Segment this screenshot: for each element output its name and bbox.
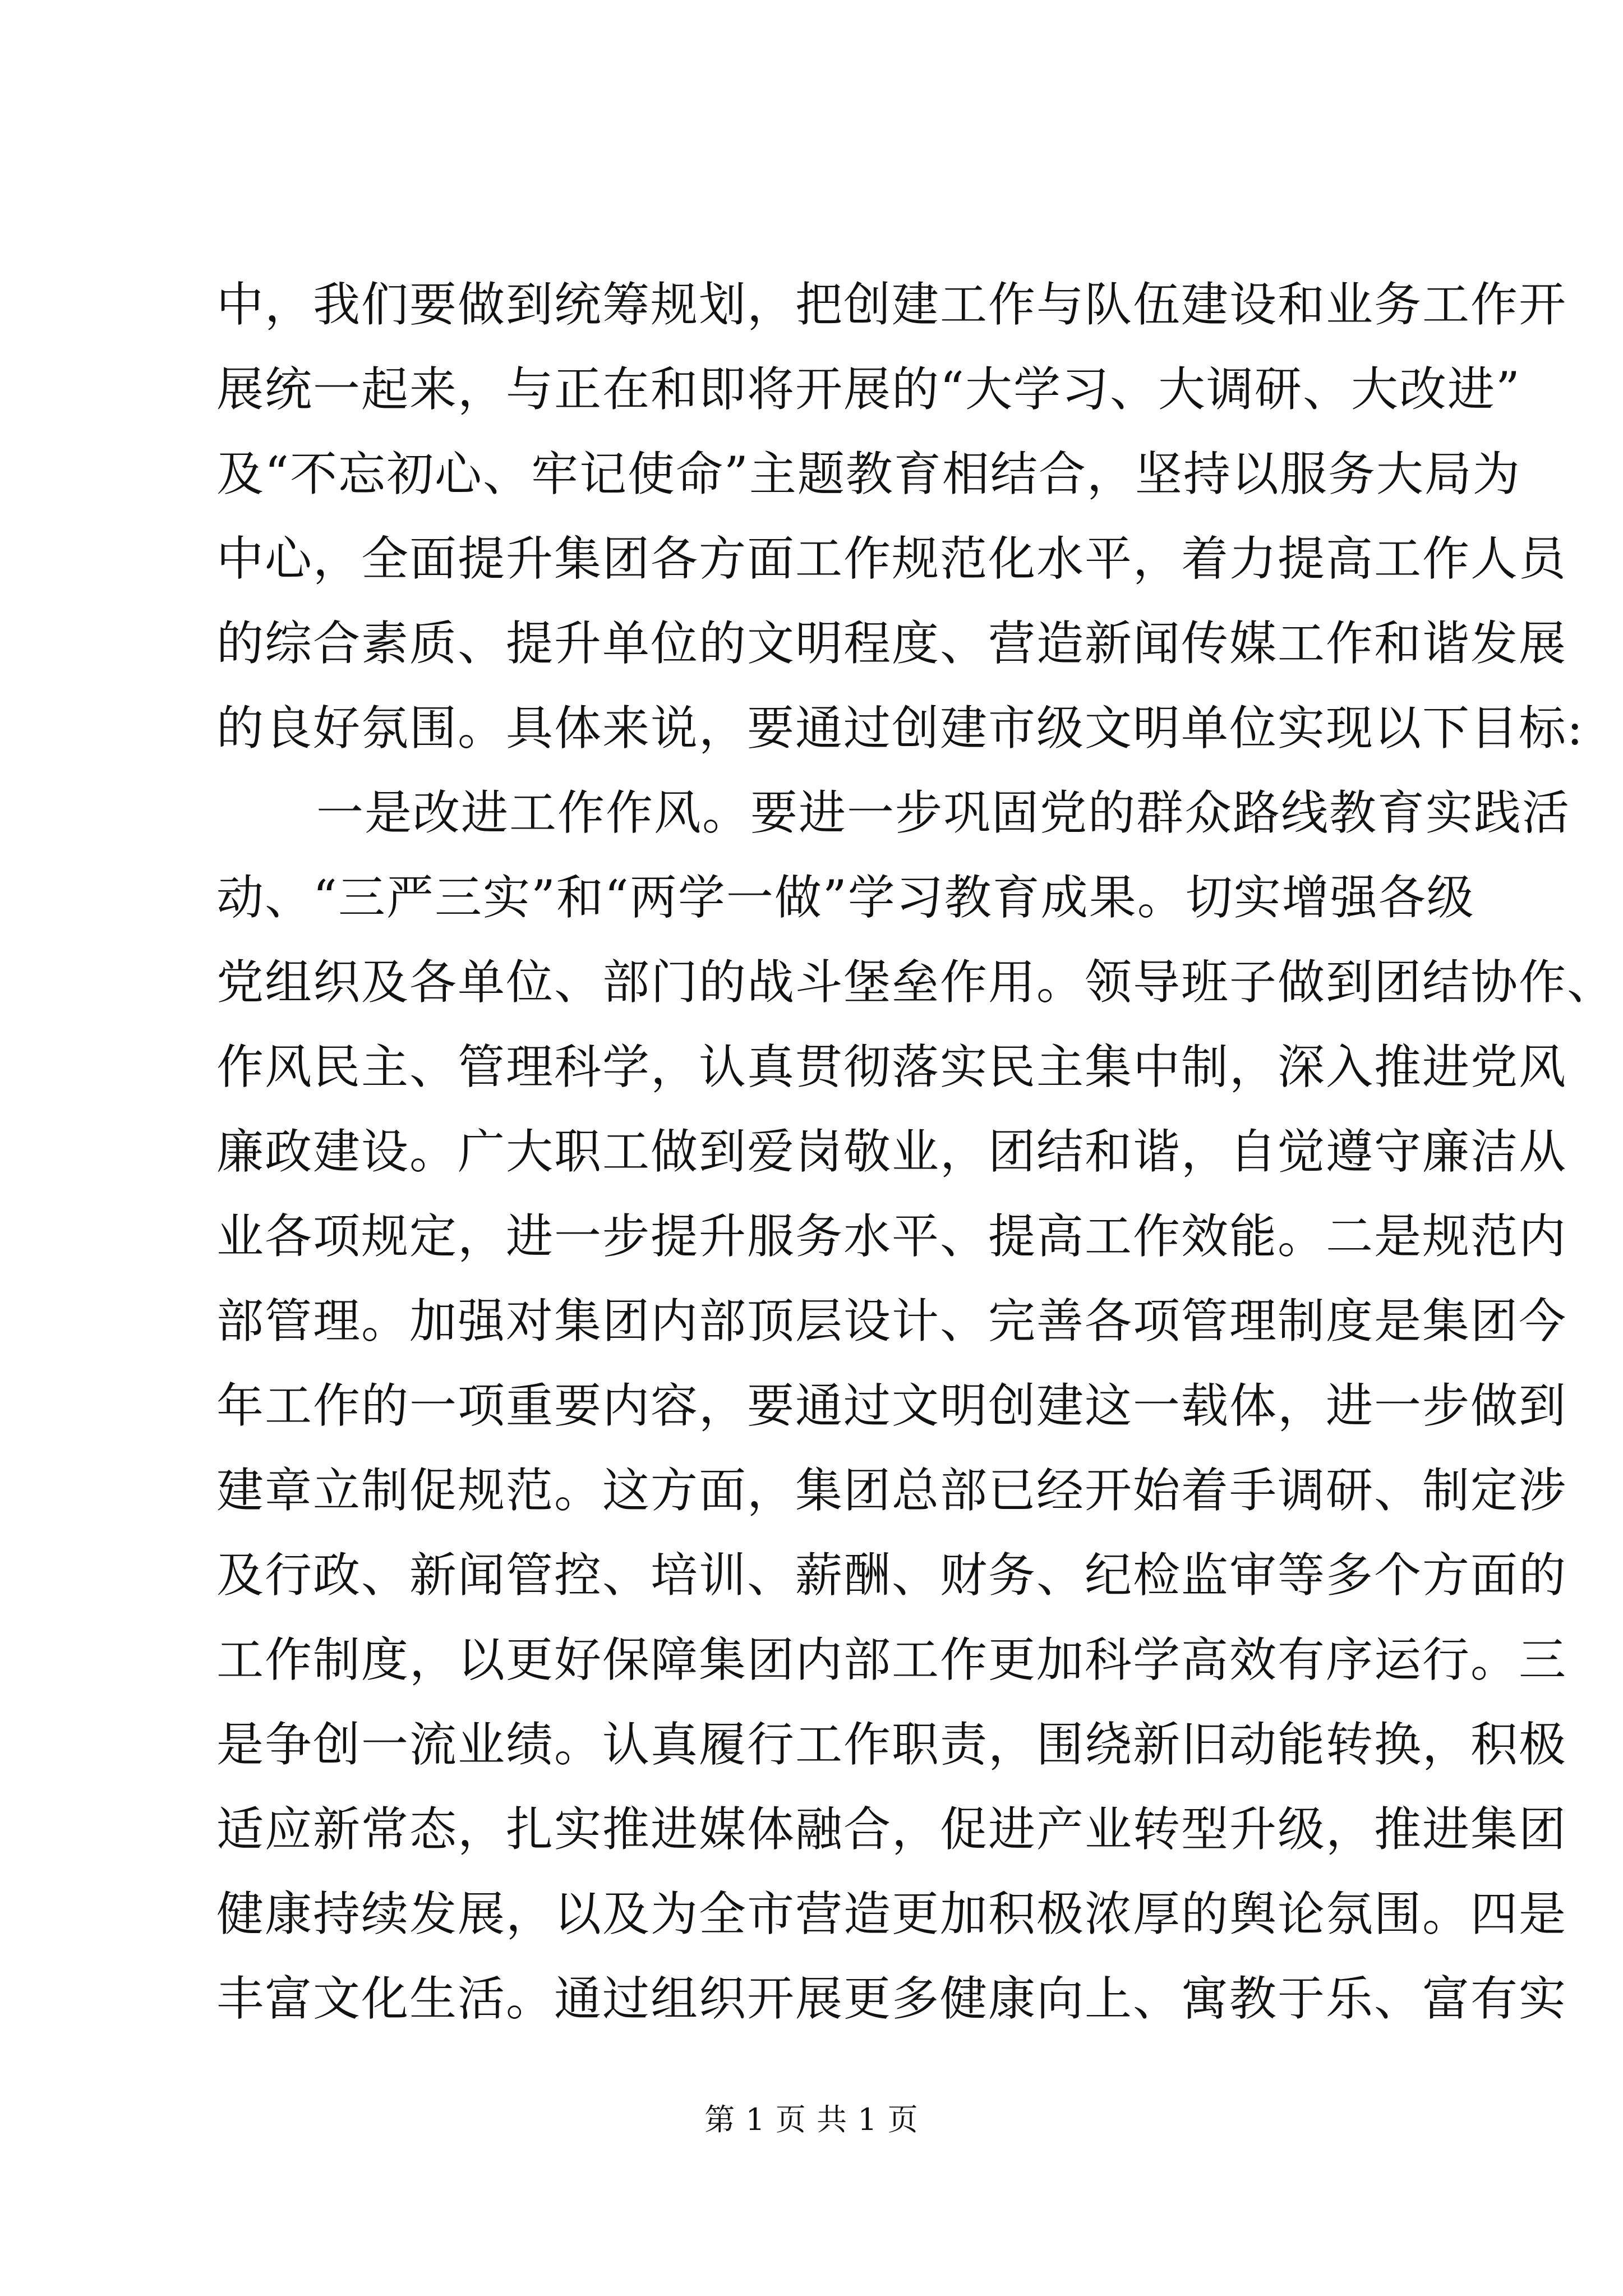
text-line-10: 作风民主、管理科学，认真贯彻落实民主集中制，深入推进党风 (216, 1039, 1567, 1094)
text-line-3: 及“不忘初心、牢记使命”主题教育相结合，坚持以服务大局为 (216, 447, 1521, 501)
text-line-1: 中，我们要做到统筹规划，把创建工作与队伍建设和业务工作开 (216, 277, 1567, 332)
text-line-12: 业各项规定，进一步提升服务水平、提高工作效能。二是规范内 (216, 1209, 1567, 1264)
page-footer (0, 2097, 1623, 2142)
page-number-label: 第 1 页 共 1 页 (704, 2102, 919, 2137)
text-line-15: 建章立制促规范。这方面，集团总部已经开始着手调研、制定涉 (216, 1463, 1567, 1518)
text-line-9: 党组织及各单位、部门的战斗堡垒作用。领导班子做到团结协作、 (216, 955, 1616, 1010)
text-line-7: 一是改进工作作风。要进一步巩固党的群众路线教育实践活 (316, 785, 1571, 840)
text-line-11: 廉政建设。广大职工做到爱岗敬业，团结和谐，自觉遵守廉洁从 (216, 1124, 1567, 1179)
body-text (216, 263, 1616, 2041)
text-line-14: 年工作的一项重要内容，要通过文明创建这一载体，进一步做到 (216, 1378, 1567, 1433)
text-line-6: 的良好氛围。具体来说，要通过创建市级文明单位实现以下目标: (216, 701, 1584, 756)
text-line-20: 健康持续发展，以及为全市营造更加积极浓厚的舆论氛围。四是 (216, 1887, 1567, 1941)
text-line-8: 动、“三严三实”和“两学一做”学习教育成果。切实增强各级 (216, 870, 1475, 925)
text-line-5: 的综合素质、提升单位的文明程度、营造新闻传媒工作和谐发展 (216, 616, 1567, 671)
text-line-19: 适应新常态，扎实推进媒体融合，促进产业转型升级，推进集团 (216, 1802, 1567, 1857)
text-line-21: 丰富文化生活。通过组织开展更多健康向上、寓教于乐、富有实 (216, 1971, 1567, 2026)
text-line-4: 中心，全面提升集团各方面工作规范化水平，着力提高工作人员 (216, 531, 1567, 586)
text-line-18: 是争创一流业绩。认真履行工作职责，围绕新旧动能转换，积极 (216, 1717, 1567, 1772)
text-line-17: 工作制度，以更好保障集团内部工作更加科学高效有序运行。三 (216, 1632, 1567, 1687)
text-line-2: 展统一起来，与正在和即将开展的“大学习、大调研、大改进” (216, 362, 1521, 417)
text-line-13: 部管理。加强对集团内部顶层设计、完善各项管理制度是集团今 (216, 1294, 1567, 1349)
text-line-16: 及行政、新闻管控、培训、薪酬、财务、纪检监审等多个方面的 (216, 1548, 1567, 1603)
